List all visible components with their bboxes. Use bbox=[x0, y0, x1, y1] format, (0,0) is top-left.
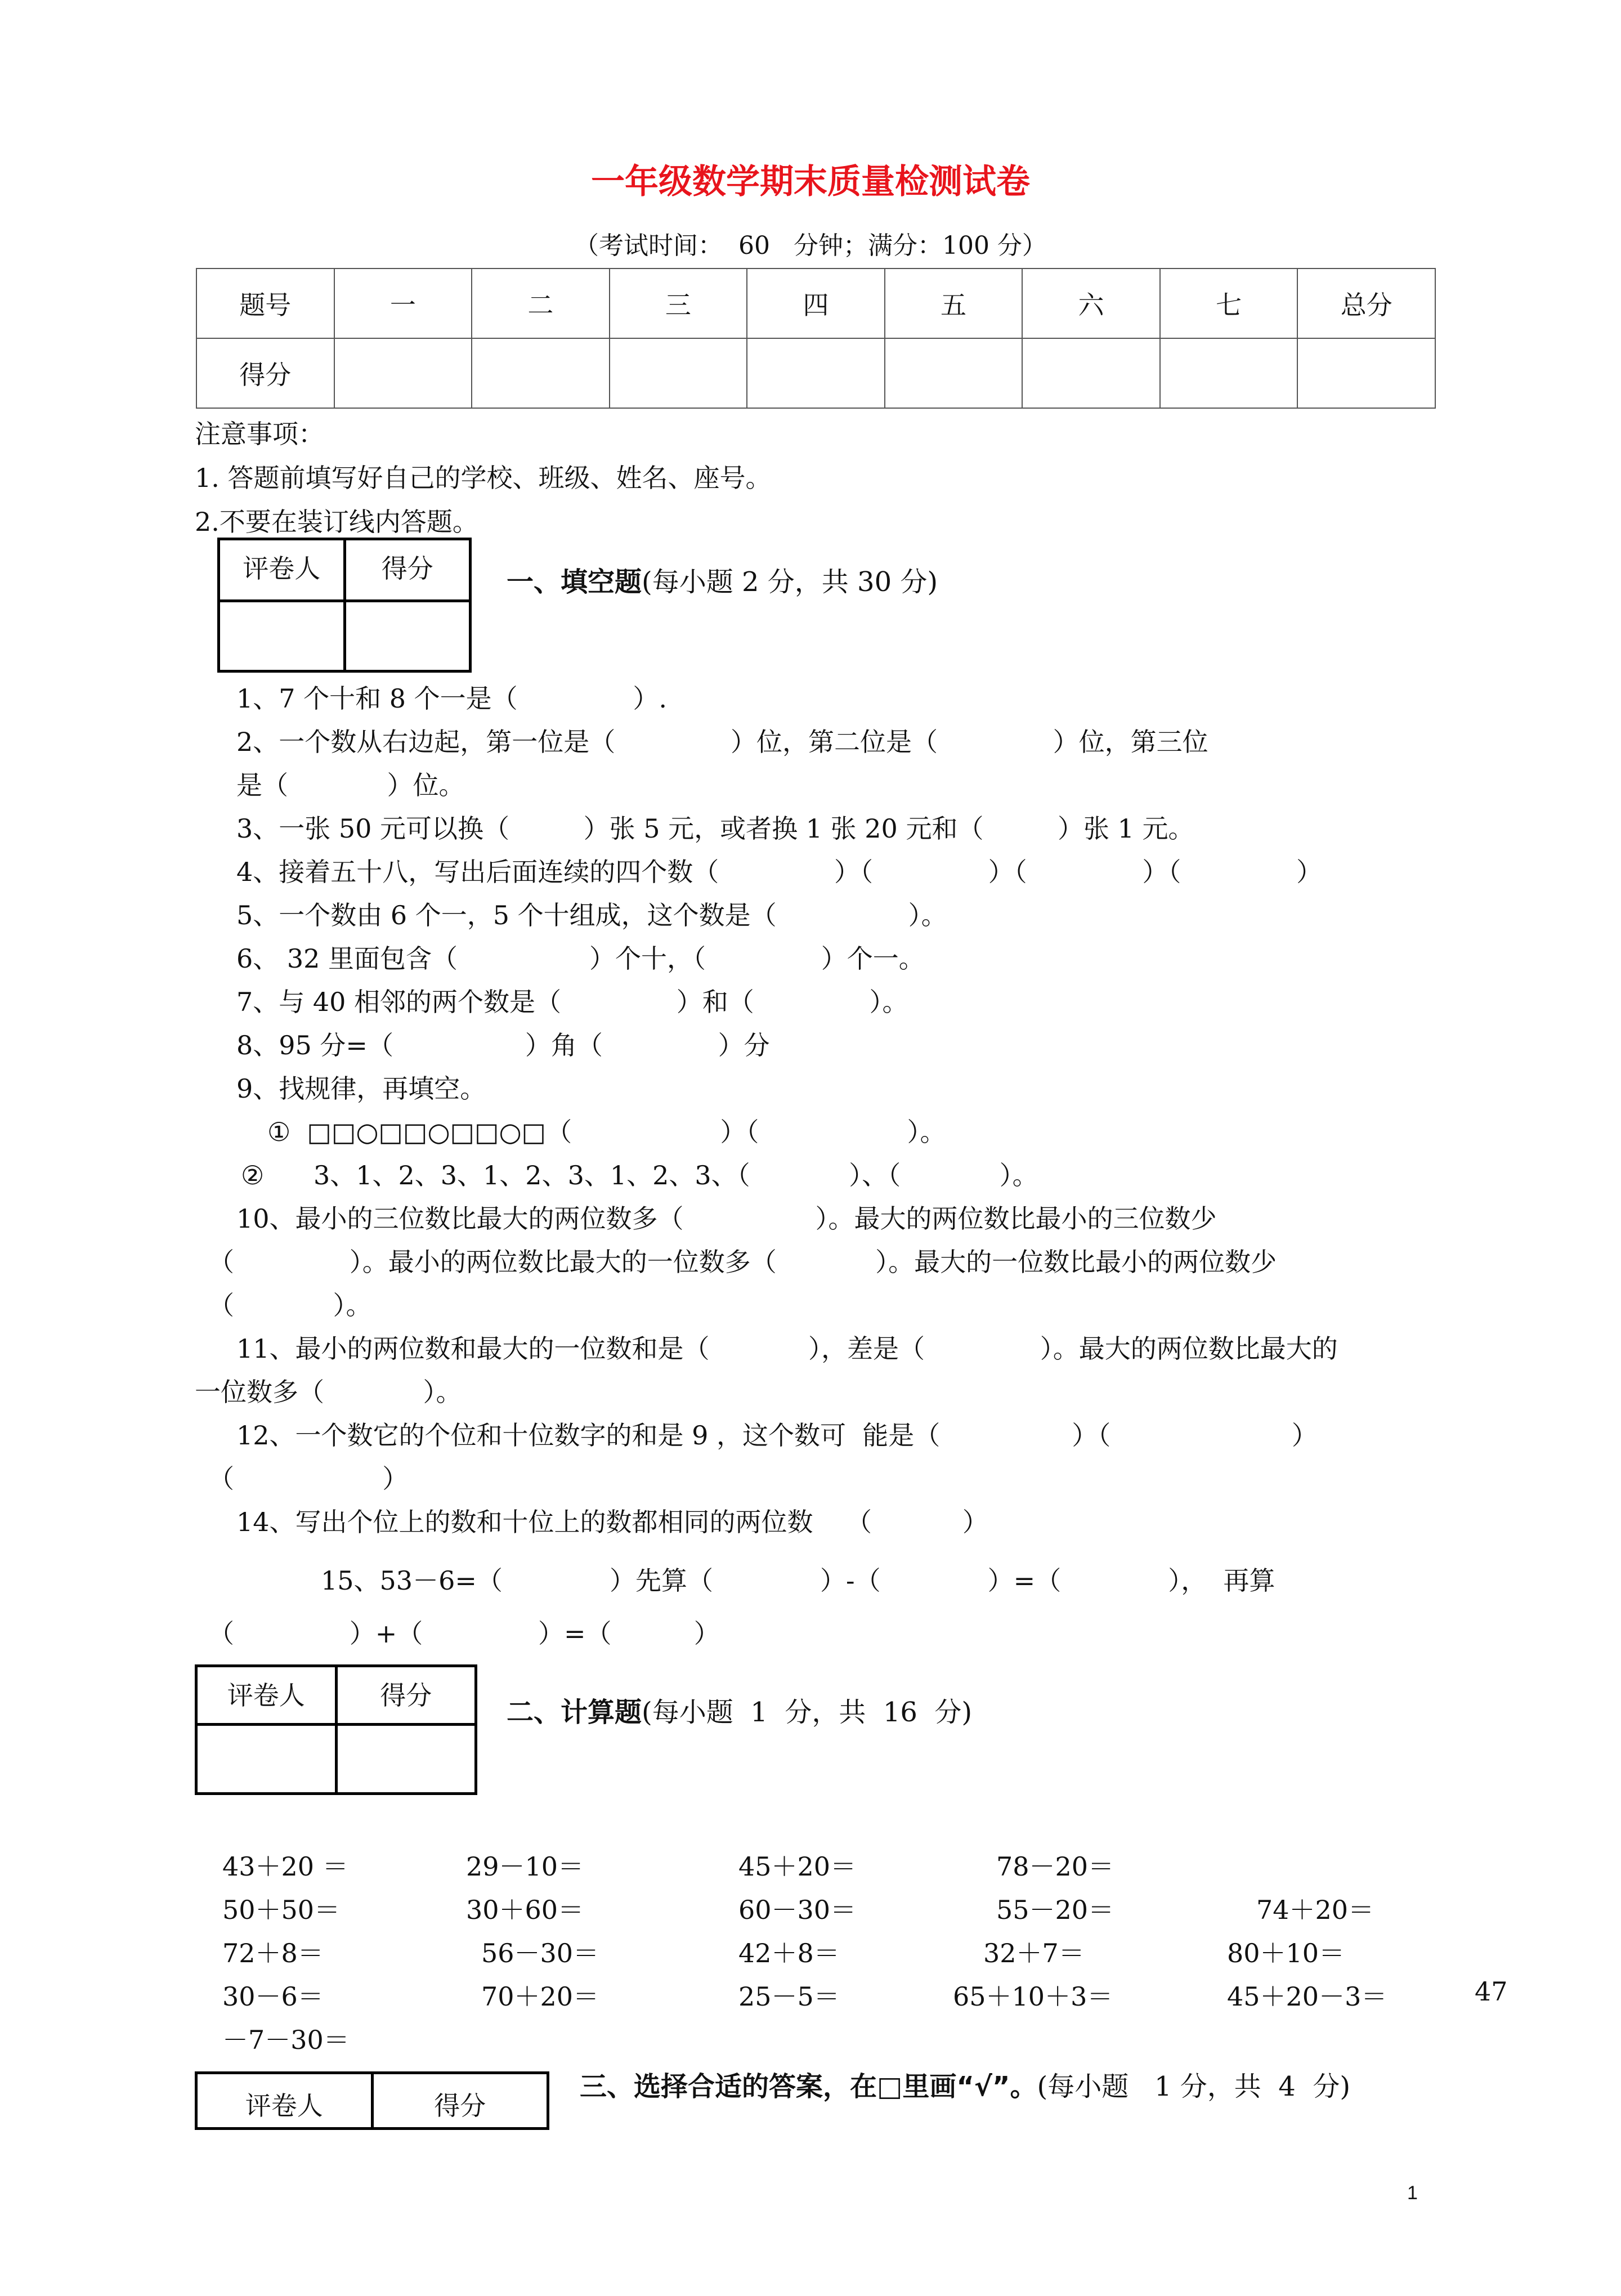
question-line: 2、一个数从右边起，第一位是（ ）位，第二位是（ ）位，第三位 bbox=[236, 727, 1208, 757]
calc-item: 56－30＝ bbox=[481, 1938, 599, 1968]
grader-box bbox=[195, 2071, 549, 2130]
score-field[interactable] bbox=[610, 338, 747, 408]
score-field[interactable] bbox=[1160, 338, 1298, 408]
score-table-cell: 六 bbox=[1022, 268, 1160, 338]
calc-item: 65＋10＋3＝ bbox=[953, 1981, 1113, 2012]
section3-heading bbox=[580, 2065, 1350, 2103]
question-line: 一位数多（ ）。 bbox=[195, 1377, 462, 1407]
score-table-cell: 七 bbox=[1160, 268, 1298, 338]
calc-item: 30－6＝ bbox=[222, 1981, 324, 2012]
calc-item: 72＋8＝ bbox=[222, 1938, 324, 1968]
calc-item: 47 bbox=[1475, 1976, 1508, 2007]
calc-item: 50＋50＝ bbox=[222, 1895, 341, 1925]
score-table-cell: 三 bbox=[610, 268, 747, 338]
page-number: 1 bbox=[1407, 2182, 1418, 2204]
question-line: 15、53－6=（ ）先算（ ）-（ ）=（ ）， 再算 bbox=[321, 1565, 1275, 1596]
notes-heading: 注意事项： bbox=[195, 419, 324, 449]
grader-field[interactable] bbox=[196, 1725, 337, 1794]
question-line: ② 3、1、2、3、1、2、3、1、2、3、（ ）、（ ）。 bbox=[241, 1160, 1038, 1190]
question-line: 4、接着五十八，写出后面连续的四个数（ ）（ ）（ ）（ ） bbox=[236, 857, 1323, 887]
calc-item: 70＋20＝ bbox=[481, 1981, 599, 2012]
question-line: 5、一个数由 6 个一，5 个十组成，这个数是（ ）。 bbox=[236, 900, 947, 930]
grader-score-label: 得分 bbox=[344, 539, 471, 601]
question-line: 14、写出个位上的数和十位上的数都相同的两位数 （ ） bbox=[236, 1507, 988, 1537]
score-field[interactable] bbox=[1297, 338, 1435, 408]
section2-title: 二、计算题 bbox=[507, 1697, 642, 1728]
calc-item: 78－20＝ bbox=[996, 1851, 1114, 1882]
question-line: （ ）。 bbox=[208, 1290, 372, 1321]
grader-field[interactable] bbox=[219, 601, 345, 672]
grader-box bbox=[195, 1664, 477, 1795]
calc-item: 60－30＝ bbox=[738, 1895, 857, 1925]
question-line: 9、找规律，再填空。 bbox=[236, 1073, 486, 1104]
question-line: 10、最小的三位数比最大的两位数多（ ）。最大的两位数比最小的三位数少 bbox=[236, 1203, 1217, 1234]
section2-heading bbox=[507, 1690, 972, 1729]
score-table-cell: 五 bbox=[885, 268, 1023, 338]
calc-item: 42＋8＝ bbox=[738, 1938, 840, 1968]
grader-label: 评卷人 bbox=[196, 2073, 373, 2129]
score-table-cell: 总分 bbox=[1297, 268, 1435, 338]
section2-note: (每小题 1 分，共 16 分) bbox=[642, 1697, 973, 1728]
question-line: 是（ ）位。 bbox=[236, 770, 465, 800]
score-table-cell: 二 bbox=[472, 268, 610, 338]
score-table-cell: 四 bbox=[747, 268, 885, 338]
section1-title: 一、填空题 bbox=[507, 566, 642, 598]
calc-item: 29－10＝ bbox=[466, 1851, 584, 1882]
calc-item: 45＋20－3＝ bbox=[1227, 1981, 1387, 2012]
score-field[interactable] bbox=[885, 338, 1023, 408]
section1-note: (每小题 2 分，共 30 分) bbox=[642, 566, 938, 598]
calc-item: 55－20＝ bbox=[996, 1895, 1114, 1925]
score-field[interactable] bbox=[747, 338, 885, 408]
calc-item: 25－5＝ bbox=[738, 1981, 840, 2012]
section1-heading bbox=[507, 560, 938, 599]
calc-item: 45＋20＝ bbox=[738, 1851, 857, 1882]
score-field[interactable] bbox=[472, 338, 610, 408]
question-line: 11、最小的两位数和最大的一位数和是（ ），差是（ ）。最大的两位数比最大的 bbox=[236, 1333, 1338, 1364]
score-field[interactable] bbox=[1022, 338, 1160, 408]
score-table-cell: 一 bbox=[334, 268, 472, 338]
question-line: 7、与 40 相邻的两个数是（ ）和（ ）。 bbox=[236, 987, 908, 1017]
section3-note: (每小题 1 分，共 4 分) bbox=[1037, 2071, 1351, 2102]
grader-score-field[interactable] bbox=[336, 1725, 476, 1794]
question-line: ① □□○□□○□□○□（ ）（ ）。 bbox=[267, 1117, 946, 1147]
note-item: 1. 答题前填写好自己的学校、班级、姓名、座号。 bbox=[195, 463, 772, 493]
question-line: （ ） bbox=[208, 1463, 409, 1494]
score-table-cell: 题号 bbox=[196, 268, 334, 338]
calc-item: 43＋20 ＝ bbox=[222, 1851, 348, 1882]
score-table-score-row bbox=[196, 338, 1435, 408]
exam-title: 一年级数学期末质量检测试卷 bbox=[591, 162, 1030, 202]
calc-item: －7－30＝ bbox=[222, 2025, 350, 2055]
calc-item: 74＋20＝ bbox=[1256, 1895, 1374, 1925]
score-table-header-row bbox=[196, 268, 1435, 338]
calc-item: 30＋60＝ bbox=[466, 1895, 584, 1925]
calc-item: 32＋7＝ bbox=[983, 1938, 1085, 1968]
question-line: 8、95 分=（ ）角（ ）分 bbox=[236, 1030, 770, 1060]
question-line: 1、7 个十和 8 个一是（ ）. bbox=[236, 683, 667, 714]
grader-box bbox=[217, 538, 472, 673]
section3-title: 三、选择合适的答案，在□里画“√”。 bbox=[580, 2071, 1037, 2102]
grader-label: 评卷人 bbox=[196, 1666, 337, 1725]
score-table bbox=[196, 268, 1436, 409]
grader-label: 评卷人 bbox=[219, 539, 345, 601]
question-line: 12、一个数它的个位和十位数字的和是 9 ，这个数可 能是（ ）（ ） bbox=[236, 1420, 1318, 1451]
grader-score-field[interactable] bbox=[344, 601, 471, 672]
note-item: 2.不要在装订线内答题。 bbox=[195, 507, 478, 537]
grader-score-label: 得分 bbox=[336, 1666, 476, 1725]
score-field[interactable] bbox=[334, 338, 472, 408]
question-line: 3、一张 50 元可以换（ ）张 5 元，或者换 1 张 20 元和（ ）张 1 元。 bbox=[236, 813, 1194, 844]
question-line: 6、 32 里面包含（ ）个十，（ ）个一。 bbox=[236, 943, 925, 974]
question-line: （ ）。最小的两位数比最大的一位数多（ ）。最大的一位数比最小的两位数少 bbox=[208, 1247, 1277, 1277]
question-line: （ ）+（ ）=（ ） bbox=[208, 1618, 720, 1649]
calc-item: 80＋10＝ bbox=[1227, 1938, 1345, 1968]
score-table-row-label: 得分 bbox=[196, 338, 334, 408]
grader-score-label: 得分 bbox=[372, 2073, 548, 2129]
exam-subtitle: （考试时间： 60 分钟；满分：100 分） bbox=[574, 231, 1047, 260]
